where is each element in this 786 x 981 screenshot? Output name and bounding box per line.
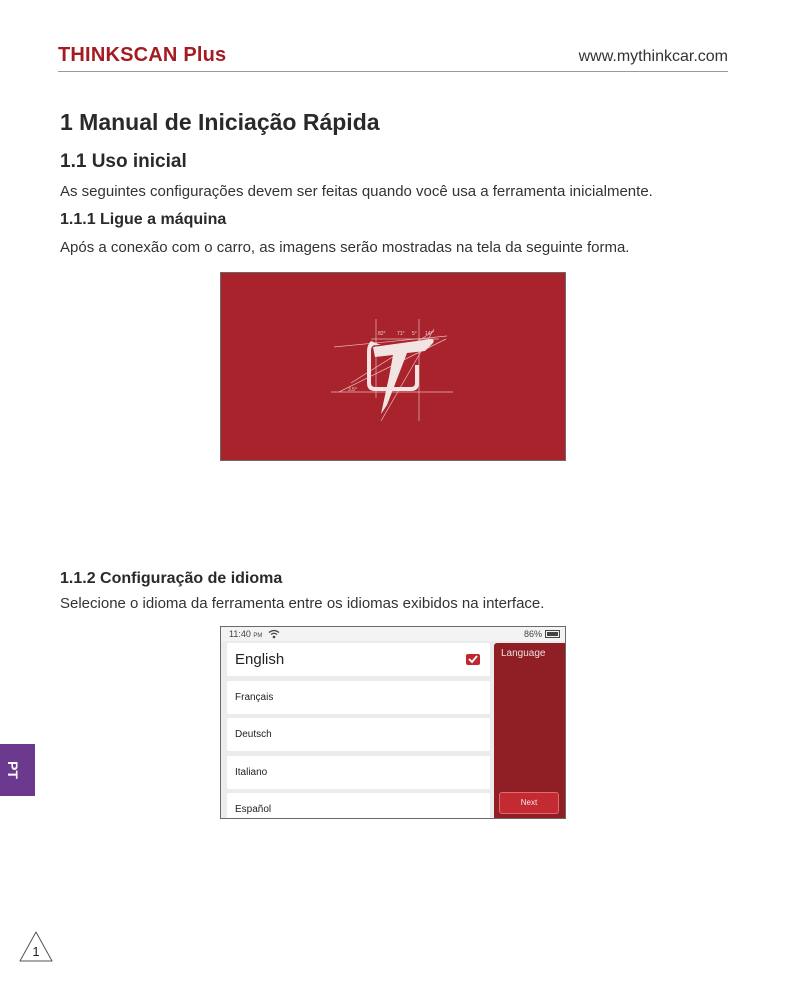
step1-title: 1.1.1 Ligue a máquina	[60, 211, 227, 228]
step2-text: Selecione o idioma da ferramenta entre os idiomas exibidos na interface.	[60, 595, 545, 612]
wifi-icon	[268, 629, 280, 639]
boot-splash-image	[220, 272, 566, 461]
angle-label-4: 14°	[425, 331, 433, 337]
language-tab: PT	[0, 744, 35, 796]
angle-label-3: 5°	[412, 331, 417, 337]
thinkcar-logo-icon	[221, 273, 567, 462]
language-screen	[220, 626, 566, 819]
page-number: 1	[32, 944, 40, 959]
subsection-title: 1.1 Uso inicial	[60, 151, 187, 172]
website-url: www.mythinkcar.com	[578, 48, 728, 65]
brand-title: THINKSCAN Plus	[58, 44, 227, 66]
language-side-panel	[494, 643, 565, 819]
battery-icon	[545, 630, 560, 638]
status-bar	[221, 627, 565, 641]
angle-label-2: 71°	[397, 331, 405, 337]
language-item-espanol[interactable]: Español	[227, 793, 490, 819]
language-item-english[interactable]: English	[227, 643, 490, 676]
battery-percent: 86%	[523, 629, 542, 639]
side-panel-title: Language	[501, 648, 546, 659]
step1-text: Após a conexão com o carro, as imagens serão mostradas na tela da seguinte forma.	[60, 239, 630, 256]
angle-label-5: 3.5°	[348, 387, 357, 393]
language-list	[227, 643, 490, 819]
language-item-italiano[interactable]: Italiano	[227, 756, 490, 789]
next-button[interactable]: Next	[499, 792, 559, 814]
page-number-badge	[18, 930, 54, 963]
page-header	[58, 42, 728, 72]
section-title: 1 Manual de Iniciação Rápida	[60, 109, 380, 135]
subsection-text: As seguintes configurações devem ser feitas quando você usa a ferramenta inicialmente.	[60, 183, 653, 200]
language-item-francais[interactable]: Français	[227, 681, 490, 714]
step2-title: 1.1.2 Configuração de idioma	[60, 570, 283, 587]
angle-label-1: 82°	[378, 331, 386, 337]
status-time: 11:40 PM	[229, 629, 263, 639]
language-item-deutsch[interactable]: Deutsch	[227, 718, 490, 751]
checkbox-checked-icon	[466, 654, 480, 665]
